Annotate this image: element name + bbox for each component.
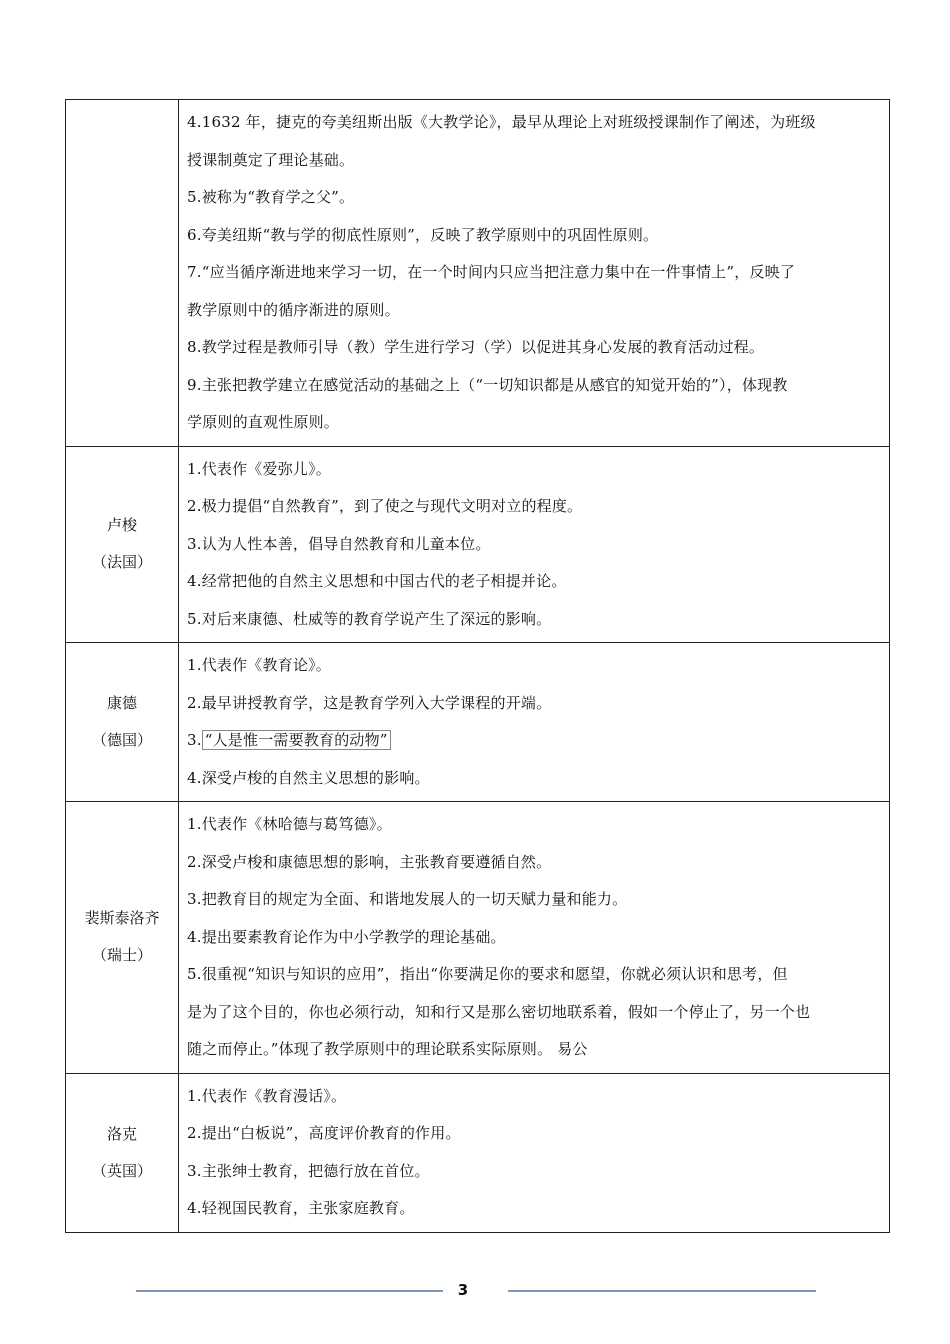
person-country: （瑞士） <box>91 946 152 965</box>
content-line: 2.深受卢梭和康德思想的影响，主张教育要遵循自然。 <box>187 852 552 871</box>
person-name: 康德 <box>106 694 137 712</box>
person-name: 洛克 <box>106 1124 137 1143</box>
content-line: 4.提出要素教育论作为中小学教学的理论基础。 <box>187 927 506 946</box>
person-country: （德国） <box>91 731 152 749</box>
content-line: 学原则的直观性原则。 <box>187 413 340 431</box>
line-number: 3. <box>187 731 202 749</box>
content-line: 教学原则中的循序渐进的原则。 <box>187 300 400 319</box>
name-cell <box>66 446 179 643</box>
content-line: 1.代表作《教育论》。 <box>187 656 332 674</box>
person-country: （英国） <box>91 1161 152 1180</box>
content-line: 1.代表作《林哈德与葛笃德》。 <box>187 815 392 833</box>
content-line: 2.最早讲授教育学，这是教育学列入大学课程的开端。 <box>187 693 552 712</box>
content-line: 授课制奠定了理论基础。 <box>187 150 355 169</box>
content-line: 6.夸美纽斯“教与学的彻底性原则”，反映了教学原则中的巩固性原则。 <box>187 225 659 244</box>
person-country: （法国） <box>91 553 152 572</box>
content-cell <box>179 643 890 802</box>
content-line: 8.教学过程是教师引导（教）学生进行学习（学）以促进其身心发展的教育活动过程。 <box>187 338 765 356</box>
content-line: 5.被称为“教育学之父”。 <box>187 188 355 206</box>
content-cell <box>179 446 890 643</box>
name-cell <box>66 1073 179 1232</box>
content-line <box>187 722 881 760</box>
table-row-pestalozzi <box>66 802 890 1074</box>
footer-rule-right <box>508 1290 816 1292</box>
person-name: 裴斯泰洛齐 <box>84 909 160 928</box>
content-line: 4.轻视国民教育，主张家庭教育。 <box>187 1199 415 1217</box>
content-line: 4.深受卢梭的自然主义思想的影响。 <box>187 768 430 787</box>
name-cell <box>66 100 179 447</box>
content-line: 7.“应当循序渐进地来学习一切，在一个时间内只应当把注意力集中在一件事情上”，反映了 <box>187 263 796 281</box>
page-number: 3 <box>457 1281 469 1299</box>
content-cell <box>179 1073 890 1232</box>
content-cell <box>179 802 890 1074</box>
content-line: 5.对后来康德、杜威等的教育学说产生了深远的影响。 <box>187 609 552 628</box>
content-line: 1.代表作《教育漫话》。 <box>187 1086 347 1105</box>
content-cell <box>179 100 890 447</box>
content-line: 4.1632 年，捷克的夸美纽斯出版《大教学论》，最早从理论上对班级授课制作了阐述，为班级 <box>187 113 816 131</box>
content-line: 5.很重视“知识与知识的应用”，指出“你要满足你的要求和愿望，你就必须认识和思考，但 <box>187 965 788 983</box>
person-name: 卢梭 <box>106 516 137 535</box>
content-line: 3.认为人性本善，倡导自然教育和儿童本位。 <box>187 534 491 553</box>
name-cell <box>66 802 179 1074</box>
page-footer <box>0 1278 950 1302</box>
content-line: 2.提出“白板说”，高度评价教育的作用。 <box>187 1124 461 1142</box>
table-row-rousseau <box>66 446 890 643</box>
content-line: 1.代表作《爱弥儿》。 <box>187 459 332 478</box>
content-line: 随之而停止。”体现了教学原则中的理论联系实际原则。 易公 <box>187 1040 588 1058</box>
content-line: 9.主张把教学建立在感觉活动的基础之上（“一切知识都是从感官的知觉开始的”），体现教 <box>187 375 788 394</box>
table-row-kant <box>66 643 890 802</box>
content-line: 3.主张绅士教育，把德行放在首位。 <box>187 1161 430 1180</box>
footer-rule-left <box>136 1290 443 1292</box>
table-row-comenius <box>66 100 890 447</box>
content-line: 3.把教育目的规定为全面、和谐地发展人的一切天赋力量和能力。 <box>187 890 628 908</box>
quote-highlight-box: “人是惟一需要教育的动物” <box>202 730 391 750</box>
content-table <box>65 99 890 1233</box>
content-line: 4.经常把他的自然主义思想和中国古代的老子相提并论。 <box>187 572 567 590</box>
table-row-locke <box>66 1073 890 1232</box>
name-cell <box>66 643 179 802</box>
content-line: 是为了这个目的，你也必须行动，知和行又是那么密切地联系着，假如一个停止了，另一个也 <box>187 1002 811 1021</box>
content-line: 2.极力提倡“自然教育”，到了使之与现代文明对立的程度。 <box>187 497 583 515</box>
